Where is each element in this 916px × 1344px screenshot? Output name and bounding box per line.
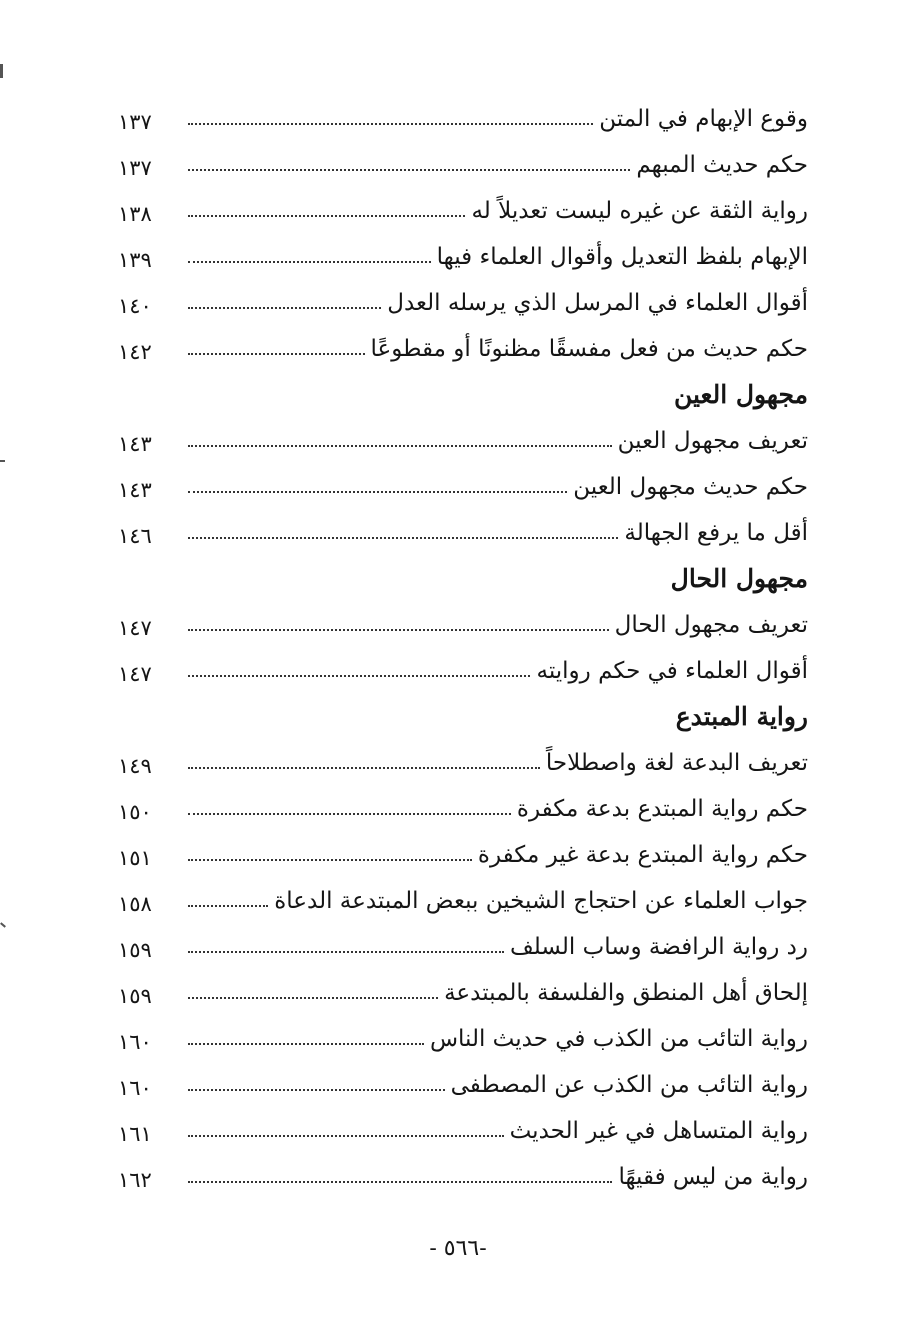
toc-entry[interactable] — [118, 916, 808, 962]
toc-entry-title: رد رواية الرافضة وساب السلف — [509, 934, 808, 961]
scan-mark — [0, 64, 3, 78]
toc-entry[interactable] — [118, 456, 808, 502]
dot-leader — [188, 675, 530, 677]
dot-leader — [188, 169, 630, 171]
table-of-contents — [118, 88, 808, 1192]
toc-entry[interactable] — [118, 88, 808, 134]
toc-entry[interactable] — [118, 272, 808, 318]
toc-entry[interactable] — [118, 732, 808, 778]
toc-entry[interactable] — [118, 870, 808, 916]
toc-entry[interactable] — [118, 778, 808, 824]
dot-leader — [188, 491, 567, 493]
dot-leader — [188, 537, 618, 539]
dot-leader — [188, 1135, 504, 1137]
toc-entry-page: ١٦١ — [118, 1122, 152, 1146]
toc-entry-page: ١٤٩ — [118, 754, 152, 778]
toc-entry[interactable] — [118, 1054, 808, 1100]
toc-entry-page: ١٥٩ — [118, 938, 152, 962]
dot-leader — [188, 859, 472, 861]
toc-entry-page: ١٤٧ — [118, 616, 152, 640]
dot-leader — [188, 1181, 612, 1183]
dot-leader — [188, 215, 465, 217]
dot-leader — [188, 905, 268, 907]
dot-leader — [188, 629, 609, 631]
dot-leader — [188, 445, 612, 447]
section-heading: مجهول الحال — [670, 564, 808, 593]
page-number-footer: - ٥٦٦- — [429, 1236, 487, 1261]
toc-entry-page: ١٣٨ — [118, 202, 152, 226]
toc-entry[interactable] — [118, 640, 808, 686]
toc-entry-page: ١٥٠ — [118, 800, 152, 824]
toc-entry-page: ١٦٠ — [118, 1030, 152, 1054]
toc-entry[interactable] — [118, 594, 808, 640]
dot-leader — [188, 813, 511, 815]
toc-entry-title: تعريف مجهول الحال — [614, 612, 808, 639]
toc-entry-title: أقوال العلماء في المرسل الذي يرسله العدل — [387, 290, 808, 317]
dot-leader — [188, 997, 438, 999]
toc-entry[interactable] — [118, 1146, 808, 1192]
toc-entry-page: ١٥١ — [118, 846, 152, 870]
toc-entry-page: ١٣٧ — [118, 156, 152, 180]
toc-entry-title: رواية المتساهل في غير الحديث — [509, 1118, 808, 1145]
toc-entry-page: ١٤٣ — [118, 432, 152, 456]
toc-entry-page: ١٤٠ — [118, 294, 152, 318]
toc-entry[interactable] — [118, 410, 808, 456]
toc-entry-page: ١٥٨ — [118, 892, 152, 916]
toc-entry-page: ١٦٠ — [118, 1076, 152, 1100]
toc-entry-title: إلحاق أهل المنطق والفلسفة بالمبتدعة — [444, 980, 808, 1007]
toc-entry-title: تعريف مجهول العين — [617, 428, 808, 455]
toc-entry-title: جواب العلماء عن احتجاج الشيخين ببعض المبتدعة الدعاة — [274, 888, 808, 915]
toc-entry[interactable] — [118, 502, 808, 548]
toc-entry[interactable] — [118, 962, 808, 1008]
toc-entry-title: الإبهام بلفظ التعديل وأقوال العلماء فيها — [436, 244, 808, 271]
toc-entry-title: حكم رواية المبتدع بدعة مكفرة — [516, 796, 808, 823]
dot-leader — [188, 1043, 424, 1045]
toc-entry-page: ١٤٣ — [118, 478, 152, 502]
toc-entry-title: حكم حديث المبهم — [636, 152, 808, 179]
scan-mark — [0, 460, 5, 462]
dot-leader — [188, 261, 431, 263]
toc-entry-title: رواية التائب من الكذب عن المصطفى — [450, 1072, 808, 1099]
toc-entry-title: وقوع الإبهام في المتن — [599, 106, 808, 133]
dot-leader — [188, 951, 504, 953]
toc-entry[interactable] — [118, 824, 808, 870]
section-heading: رواية المبتدع — [675, 702, 808, 731]
toc-entry[interactable] — [118, 226, 808, 272]
toc-entry-title: حكم حديث من فعل مفسقًا مظنونًا أو مقطوعًا — [370, 336, 808, 363]
toc-entry-page: ١٤٦ — [118, 524, 152, 548]
toc-entry-page: ١٤٧ — [118, 662, 152, 686]
toc-entry[interactable] — [118, 1008, 808, 1054]
toc-entry-title: حكم حديث مجهول العين — [573, 474, 808, 501]
dot-leader — [188, 307, 381, 309]
toc-entry-title: حكم رواية المبتدع بدعة غير مكفرة — [477, 842, 808, 869]
toc-entry-page: ١٣٩ — [118, 248, 152, 272]
scan-mark — [0, 922, 6, 927]
toc-entry[interactable] — [118, 1100, 808, 1146]
toc-entry-title: رواية التائب من الكذب في حديث الناس — [429, 1026, 808, 1053]
toc-entry-page: ١٣٧ — [118, 110, 152, 134]
toc-entry-page: ١٥٩ — [118, 984, 152, 1008]
section-heading: مجهول العين — [673, 380, 808, 409]
dot-leader — [188, 353, 365, 355]
toc-entry-page: ١٤٢ — [118, 340, 152, 364]
dot-leader — [188, 767, 540, 769]
toc-entry[interactable] — [118, 134, 808, 180]
toc-entry[interactable] — [118, 318, 808, 364]
dot-leader — [188, 1089, 445, 1091]
toc-entry-page: ١٦٢ — [118, 1168, 152, 1192]
toc-entry-title: أقوال العلماء في حكم روايته — [536, 658, 808, 685]
toc-entry-title: رواية من ليس فقيهًا — [618, 1164, 808, 1191]
dot-leader — [188, 123, 593, 125]
toc-entry[interactable] — [118, 180, 808, 226]
toc-entry-title: تعريف البدعة لغة واصطلاحاً — [545, 750, 808, 777]
toc-entry-title: أقل ما يرفع الجهالة — [624, 520, 808, 547]
toc-entry-title: رواية الثقة عن غيره ليست تعديلاً له — [471, 198, 808, 225]
